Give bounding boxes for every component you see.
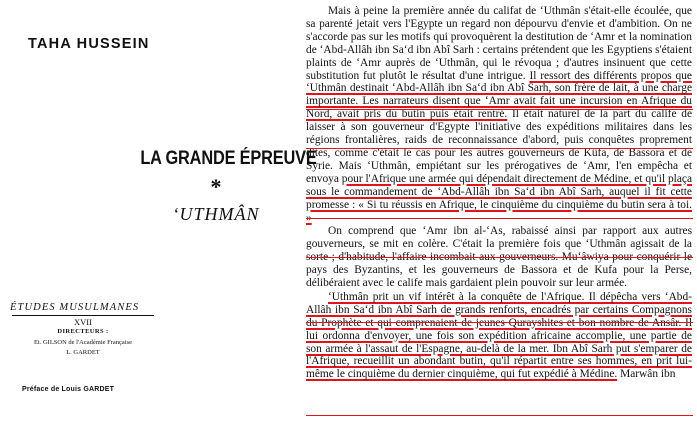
book-subtitle: ‘UTHMÂN <box>172 204 260 224</box>
series-number: XVII <box>74 316 92 327</box>
red-marker-line <box>306 257 693 258</box>
series-name: ÉTUDES MUSULMANES <box>10 302 140 313</box>
red-marker-line <box>306 415 693 416</box>
red-marker-line <box>306 109 693 110</box>
body-text: On comprend que ‘Amr ibn al-‘As, rabaissé ainsi par rapport aux autres gouverneurs, se mit en colère. C'était la première fois que ‘Uthmân agissait de la sorte ; d'habitude, l'affaire incombait aux gouverneurs. Mu‘âwiya pour conquérir le pays des Byzantins, et les gouverneurs de Bassora et de Kufa pour la Perse, délibéraient avec le calife mais gardaient plein pouvoir sur leur armée. <box>306 225 692 290</box>
title-ornament: * <box>210 174 222 199</box>
highlighted-text: pour l'Afrique une armée qui dépendait directement de Médine, et qu'il plaça sous le commandement de ‘Abd-Allâh ibn Sa‘d ibn Abî Sarh, auquel il fit cette promesse : « Si tu réussis en Afrique, le cinquième du cinquième du butin sera à toi. » <box>306 172 692 224</box>
paragraph <box>306 291 692 381</box>
series-directors-label: DIRECTEURS : <box>57 328 109 335</box>
series-divider <box>12 315 154 316</box>
cover-page <box>0 0 317 428</box>
red-marker-line <box>306 322 693 323</box>
text-page <box>306 5 692 381</box>
body-text: Mais à peine la première année du califat de ‘Uthmân s'était-elle écoulée, que sa parenté jetait vers l'Egypte un regard non dépourvu d'envie et d'ambition. On ne s'accorde pas sur les motifs qui provoquèrent la destitution de ‘Amr et la nomination de ‘Abd-Allâh ibn Sa‘d ibn Abî Sarh : certains prétendent que les Egyptiens s'étaient plaints de ‘Amr auprès de ‘Uthmân, qui le révoqua ; d'autres insinuent que cette substitution fut plutôt le résultat d'une intrigue. <box>306 5 692 82</box>
body-text: Marwân ibn <box>617 368 676 381</box>
series-director-1: Et. GILSON de l'Académie Française <box>33 338 133 346</box>
highlighted-text: Il ressort des différents propos que ‘Uthmân destinait ‘Abd-Allâh ibn Sa‘d ibn Abî Sarh, son frère de lait, à une charge importante. Les narrateurs disent que ‘Amr avait fait une incursion en Afrique du Nord, avait pris du butin puis était rentré. <box>306 69 692 121</box>
series-info <box>8 303 158 359</box>
red-marker-line <box>306 218 693 219</box>
paragraph <box>306 5 692 224</box>
body-text: Il était naturel de la part du calife de laisser à son gouverneur d'Egypte l'initiative des expéditions militaires dans les régions frontalières, raids de reconnaissance d'abord, puis conquêtes proprement dites, comme c'était le cas pour les autres gouverneurs de Kûfa, de Bassora et de Syrie. Mais ‘Uthmân, empiétant sur les prérogatives de ‘Amr, l'en empêcha et envoya <box>306 108 692 185</box>
red-marker-line <box>306 148 693 149</box>
book-title: LA GRANDE ÉPREUVE <box>140 148 317 169</box>
highlighted-text: ‘Uthmân prit un vif intérêt à la conquête de l'Afrique. Il dépêcha vers ‘Abd-Allâh ibn Sa‘d ibn Abî Sarh de grands renforts, encadrés par certains Compagnons du Prophète et qui comprenaient de jeunes Qurayshites et bon nombre de Ansâr. Il lui ordonna d'envoyer, une fois son expédition africaine accomplie, une partie de son armée à l'assaut de l'Espagne, au-delà de la mer. Ibn Abî Sarh put s'emparer de l'Afrique, recueillit un abondant butin, qu'il répartit entre ses hommes, en prit lui-même le cinquième du dernier cinquième, qui fut expédié à Médine. <box>306 290 692 381</box>
preface-credit: Préface de Louis GARDET <box>22 386 115 393</box>
series-director-2: L. GARDET <box>66 349 100 356</box>
author-name: TAHA HUSSEIN <box>28 36 150 52</box>
